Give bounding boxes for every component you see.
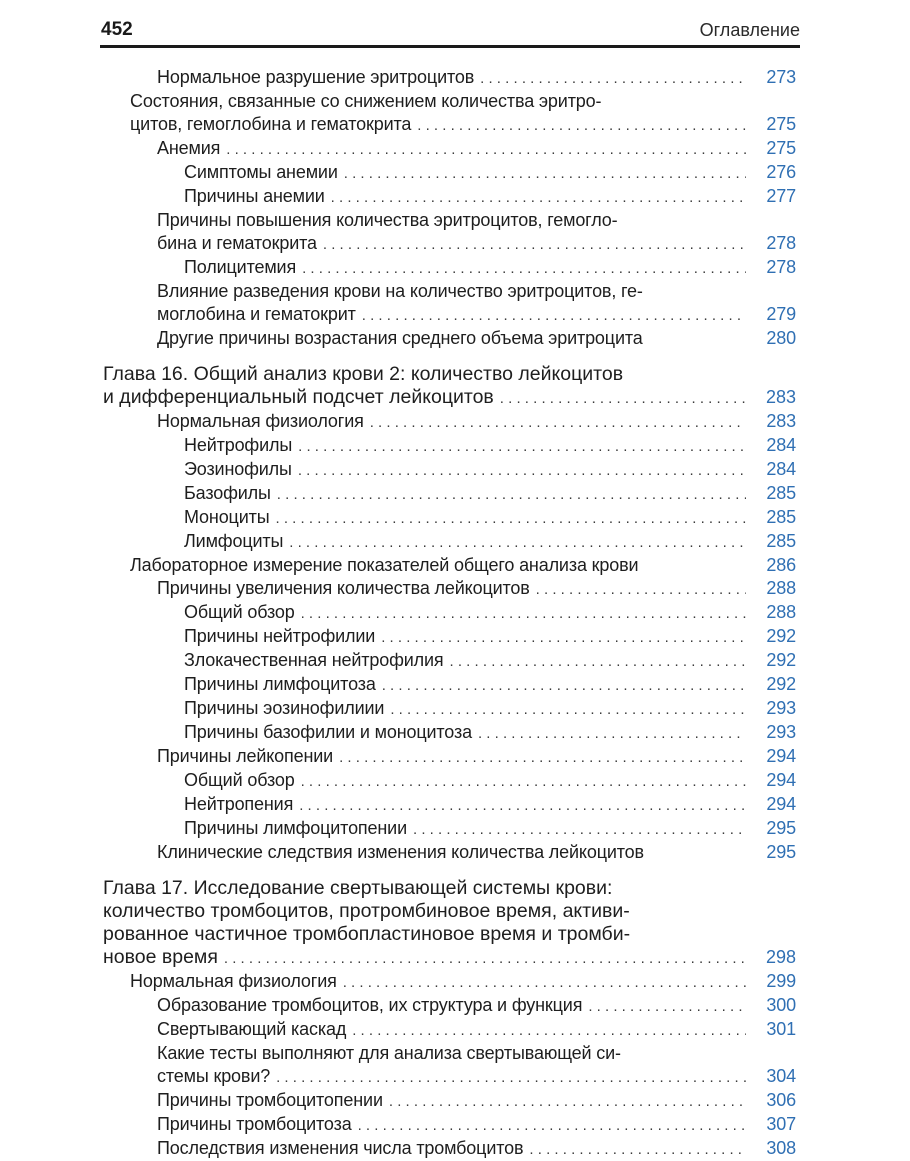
toc-entry[interactable] bbox=[103, 817, 796, 841]
toc-page-link[interactable]: 278 bbox=[766, 233, 796, 253]
toc-page-link[interactable]: 295 bbox=[766, 818, 796, 838]
dot-leader bbox=[500, 387, 746, 410]
dot-leader bbox=[352, 1019, 746, 1042]
toc-entry-title: Причины лейкопении bbox=[157, 746, 334, 766]
toc-entry[interactable] bbox=[103, 327, 796, 350]
toc-entry-line bbox=[157, 1113, 796, 1137]
toc-entry[interactable] bbox=[103, 841, 796, 864]
toc-entry-title: Причины тромбоцитоза bbox=[157, 1114, 352, 1134]
toc-entry-title: Эозинофилы bbox=[184, 459, 292, 479]
toc-entry[interactable] bbox=[103, 1137, 796, 1161]
dot-leader bbox=[478, 722, 746, 745]
dot-leader bbox=[370, 411, 746, 434]
toc-page-link[interactable]: 304 bbox=[766, 1066, 796, 1086]
toc-entry[interactable] bbox=[103, 577, 796, 601]
dot-leader bbox=[299, 794, 746, 817]
dot-leader bbox=[301, 602, 746, 625]
toc-entry-line bbox=[184, 625, 796, 649]
toc-entry-line bbox=[184, 185, 796, 209]
toc-chapter-entry[interactable] bbox=[103, 877, 796, 970]
toc-entry-line bbox=[184, 697, 796, 721]
toc-entry[interactable] bbox=[103, 601, 796, 625]
toc-page-link[interactable]: 276 bbox=[766, 162, 796, 182]
running-header-title: Оглавление bbox=[699, 20, 800, 40]
dot-leader bbox=[298, 459, 746, 482]
toc-entry[interactable] bbox=[103, 970, 796, 994]
toc-page-link[interactable]: 300 bbox=[766, 995, 796, 1015]
toc-entry-line bbox=[184, 458, 796, 482]
toc-entry-title: и дифференциальный подсчет лейкоцитов bbox=[103, 386, 494, 408]
header-rule bbox=[100, 45, 800, 48]
toc-entry-title: Причины увеличения количества лейкоцитов bbox=[157, 578, 530, 598]
toc-chapter-entry[interactable] bbox=[103, 363, 796, 410]
toc-entry[interactable] bbox=[103, 280, 796, 327]
toc-entry-title: Причины лимфоцитоза bbox=[184, 674, 376, 694]
toc-page-link[interactable]: 293 bbox=[766, 722, 796, 742]
dot-leader bbox=[339, 746, 746, 769]
toc-page-link[interactable]: 283 bbox=[765, 387, 796, 407]
toc-page-link[interactable]: 293 bbox=[766, 698, 796, 718]
toc-entry[interactable] bbox=[103, 673, 796, 697]
toc-entry[interactable] bbox=[103, 994, 796, 1018]
toc-entry-title-line: Состояния, связанные со снижением количества эритро- bbox=[130, 91, 602, 111]
dot-leader bbox=[381, 626, 746, 649]
toc-page-link[interactable]: 294 bbox=[766, 770, 796, 790]
toc-entry-line bbox=[184, 256, 796, 280]
toc-entry[interactable] bbox=[103, 161, 796, 185]
dot-leader bbox=[302, 257, 746, 280]
toc-entry[interactable] bbox=[103, 1018, 796, 1042]
toc-entry-line bbox=[184, 649, 796, 673]
dot-leader bbox=[226, 138, 746, 161]
toc-entry-title: Нормальная физиология bbox=[157, 411, 364, 431]
toc-entry-line bbox=[130, 113, 796, 137]
toc-page-link[interactable]: 285 bbox=[766, 531, 796, 551]
toc-page-link[interactable]: 288 bbox=[766, 602, 796, 622]
toc-entry-title: Последствия изменения числа тромбоцитов bbox=[157, 1138, 524, 1158]
toc-page-link[interactable]: 294 bbox=[766, 794, 796, 814]
toc-entry-title: Нейтрофилы bbox=[184, 435, 293, 455]
toc-entry-title: Причины тромбоцитопении bbox=[157, 1090, 383, 1110]
toc-entry[interactable] bbox=[103, 769, 796, 793]
toc-entry[interactable] bbox=[103, 434, 796, 458]
toc-entry-title: Злокачественная нейтрофилия bbox=[184, 650, 444, 670]
toc-page-link[interactable]: 285 bbox=[766, 507, 796, 527]
dot-leader bbox=[362, 304, 746, 327]
toc-entry-line bbox=[157, 1065, 796, 1089]
dot-leader bbox=[331, 186, 746, 209]
toc-entry-line bbox=[157, 137, 796, 161]
dot-leader bbox=[450, 650, 746, 673]
toc-entry[interactable] bbox=[103, 185, 796, 209]
toc-entry-title: Причины эозинофилиии bbox=[184, 698, 385, 718]
dot-leader bbox=[343, 971, 746, 994]
toc-entry-line bbox=[157, 303, 796, 327]
toc-page-link[interactable]: 299 bbox=[766, 971, 796, 991]
toc-entry-line bbox=[184, 601, 796, 625]
toc-entry[interactable] bbox=[103, 1113, 796, 1137]
toc-entry[interactable] bbox=[103, 793, 796, 817]
dot-leader bbox=[390, 698, 746, 721]
toc-entry[interactable] bbox=[103, 649, 796, 673]
toc-entry-title: Общий обзор bbox=[184, 770, 295, 790]
toc-entry[interactable] bbox=[103, 256, 796, 280]
toc-entry[interactable] bbox=[103, 721, 796, 745]
toc-entry-title: цитов, гемоглобина и гематокрита bbox=[130, 114, 412, 134]
toc-page-link[interactable]: 308 bbox=[766, 1138, 796, 1158]
toc-entry-title: Симптомы анемии bbox=[184, 162, 338, 182]
toc-entry-title: Причины нейтрофилии bbox=[184, 626, 376, 646]
dot-leader bbox=[344, 162, 746, 185]
toc-entry[interactable] bbox=[103, 506, 796, 530]
toc-entry[interactable] bbox=[103, 482, 796, 506]
dot-leader bbox=[417, 114, 746, 137]
toc-entry[interactable] bbox=[103, 554, 796, 577]
toc-entry-title-line: количество тромбоцитов, протромбиновое время, активи- bbox=[103, 900, 630, 922]
toc-page-link[interactable]: 288 bbox=[766, 578, 796, 598]
toc-page-link[interactable]: 298 bbox=[765, 947, 796, 967]
toc-entry-title: Клинические следствия изменения количества лейкоцитов bbox=[157, 842, 644, 862]
toc-entry[interactable] bbox=[103, 1042, 796, 1089]
dot-leader bbox=[301, 770, 746, 793]
toc-entry-title: бина и гематокрита bbox=[157, 233, 317, 253]
toc-entry[interactable] bbox=[103, 137, 796, 161]
toc-page-link[interactable]: 284 bbox=[766, 435, 796, 455]
dot-leader bbox=[277, 483, 746, 506]
dot-leader bbox=[289, 531, 746, 554]
toc-entry[interactable] bbox=[103, 209, 796, 256]
dot-leader bbox=[276, 507, 746, 530]
toc-entry-line bbox=[184, 506, 796, 530]
toc-entry[interactable] bbox=[103, 90, 796, 137]
toc-entry-title: Другие причины возрастания среднего объема эритроцита bbox=[157, 328, 643, 348]
toc-entry-title: Общий обзор bbox=[184, 602, 295, 622]
toc-page-link[interactable]: 307 bbox=[766, 1114, 796, 1134]
toc-entry-line bbox=[157, 66, 796, 90]
toc-page-link[interactable]: 301 bbox=[766, 1019, 796, 1039]
toc-page-link[interactable]: 284 bbox=[766, 459, 796, 479]
toc-entry-title-line: Влияние разведения крови на количество эритроцитов, ге- bbox=[157, 281, 643, 301]
dot-leader bbox=[529, 1138, 746, 1161]
toc-page-link[interactable]: 292 bbox=[766, 626, 796, 646]
toc-entry-title: Лимфоциты bbox=[184, 531, 284, 551]
toc-page-link[interactable]: 277 bbox=[766, 186, 796, 206]
toc-entry-title: Нейтропения bbox=[184, 794, 294, 814]
toc-entry-title: Образование тромбоцитов, их структура и функция bbox=[157, 995, 583, 1015]
toc-entry-line bbox=[157, 327, 796, 350]
dot-leader bbox=[224, 947, 746, 970]
toc-entry-title: Причины базофилии и моноцитоза bbox=[184, 722, 472, 742]
toc-entry-line bbox=[157, 577, 796, 601]
toc-entry-title: новое время bbox=[103, 946, 218, 968]
toc-page-link[interactable]: 306 bbox=[766, 1090, 796, 1110]
toc-entry-line bbox=[130, 970, 796, 994]
toc-entry[interactable] bbox=[103, 530, 796, 554]
toc-entry-line bbox=[184, 721, 796, 745]
toc-entry-line bbox=[157, 994, 796, 1018]
toc-page-link[interactable]: 275 bbox=[766, 114, 796, 134]
dot-leader bbox=[588, 995, 746, 1018]
toc-entry-line bbox=[157, 1137, 796, 1161]
dot-leader bbox=[276, 1066, 746, 1089]
toc-page-link[interactable]: 279 bbox=[766, 304, 796, 324]
toc-entry-line bbox=[103, 946, 796, 970]
toc-entry-line bbox=[157, 745, 796, 769]
toc-entry-title: Полицитемия bbox=[184, 257, 297, 277]
toc-page-link[interactable]: 292 bbox=[766, 674, 796, 694]
toc-entry-title: Базофилы bbox=[184, 483, 271, 503]
toc-entry-line bbox=[184, 817, 796, 841]
toc-entry[interactable] bbox=[103, 458, 796, 482]
toc-entry-title: Лабораторное измерение показателей общего анализа крови bbox=[130, 555, 639, 575]
toc-entry[interactable] bbox=[103, 410, 796, 434]
toc-entry[interactable] bbox=[103, 697, 796, 721]
toc-entry[interactable] bbox=[103, 625, 796, 649]
dot-leader bbox=[389, 1090, 746, 1113]
toc-entry-title: Свертывающий каскад bbox=[157, 1019, 347, 1039]
toc-entry-line bbox=[184, 482, 796, 506]
toc-page-link[interactable]: 295 bbox=[766, 842, 796, 862]
toc-page-link[interactable]: 294 bbox=[766, 746, 796, 766]
toc-entry-title: моглобина и гематокрит bbox=[157, 304, 356, 324]
toc-entry-line bbox=[184, 673, 796, 697]
toc-page-link[interactable]: 280 bbox=[766, 328, 796, 348]
toc-entry-line bbox=[157, 1089, 796, 1113]
toc-entry-line bbox=[157, 841, 796, 864]
dot-leader bbox=[413, 818, 746, 841]
toc-entry-title: Причины лимфоцитопении bbox=[184, 818, 407, 838]
toc-entry-title: Моноциты bbox=[184, 507, 270, 527]
toc-entry-title: Нормальное разрушение эритроцитов bbox=[157, 67, 475, 87]
toc-page-link[interactable]: 273 bbox=[766, 67, 796, 87]
toc-entry[interactable] bbox=[103, 66, 796, 90]
toc-entry-line bbox=[184, 769, 796, 793]
toc-entry-line bbox=[184, 530, 796, 554]
toc-page-link[interactable]: 285 bbox=[766, 483, 796, 503]
toc-entry-title-line: Глава 16. Общий анализ крови 2: количество лейкоцитов bbox=[103, 363, 624, 385]
dot-leader bbox=[298, 435, 746, 458]
toc-entry-title-line: Причины повышения количества эритроцитов, гемогло- bbox=[157, 210, 618, 230]
toc-entry-line bbox=[157, 232, 796, 256]
toc-entry-line bbox=[103, 386, 796, 410]
toc-entry-line bbox=[157, 1018, 796, 1042]
toc-entry-title: Нормальная физиология bbox=[130, 971, 337, 991]
toc-entry-title: Анемия bbox=[157, 138, 221, 158]
page-number: 452 bbox=[101, 19, 133, 40]
toc-entry-title: стемы крови? bbox=[157, 1066, 271, 1086]
toc-page-link[interactable]: 275 bbox=[766, 138, 796, 158]
dot-leader bbox=[536, 578, 746, 601]
table-of-contents bbox=[103, 66, 796, 1161]
toc-entry-line bbox=[130, 554, 796, 577]
toc-page-link[interactable]: 286 bbox=[766, 555, 796, 575]
toc-entry-title: Причины анемии bbox=[184, 186, 325, 206]
toc-entry-line bbox=[184, 161, 796, 185]
toc-entry[interactable] bbox=[103, 745, 796, 769]
dot-leader bbox=[323, 233, 746, 256]
toc-page-link[interactable]: 292 bbox=[766, 650, 796, 670]
toc-entry-line bbox=[157, 410, 796, 434]
toc-entry-title-line: Какие тесты выполняют для анализа свертывающей си- bbox=[157, 1043, 621, 1063]
dot-leader bbox=[480, 67, 746, 90]
toc-entry-line bbox=[184, 434, 796, 458]
toc-entry-line bbox=[184, 793, 796, 817]
toc-entry-title-line: рованное частичное тромбопластиновое время и тромби- bbox=[103, 923, 631, 945]
dot-leader bbox=[358, 1114, 746, 1137]
toc-entry-title-line: Глава 17. Исследование свертывающей системы крови: bbox=[103, 877, 613, 899]
toc-entry[interactable] bbox=[103, 1089, 796, 1113]
toc-page-link[interactable]: 283 bbox=[766, 411, 796, 431]
toc-page-link[interactable]: 278 bbox=[766, 257, 796, 277]
running-header bbox=[100, 16, 800, 46]
dot-leader bbox=[382, 674, 746, 697]
